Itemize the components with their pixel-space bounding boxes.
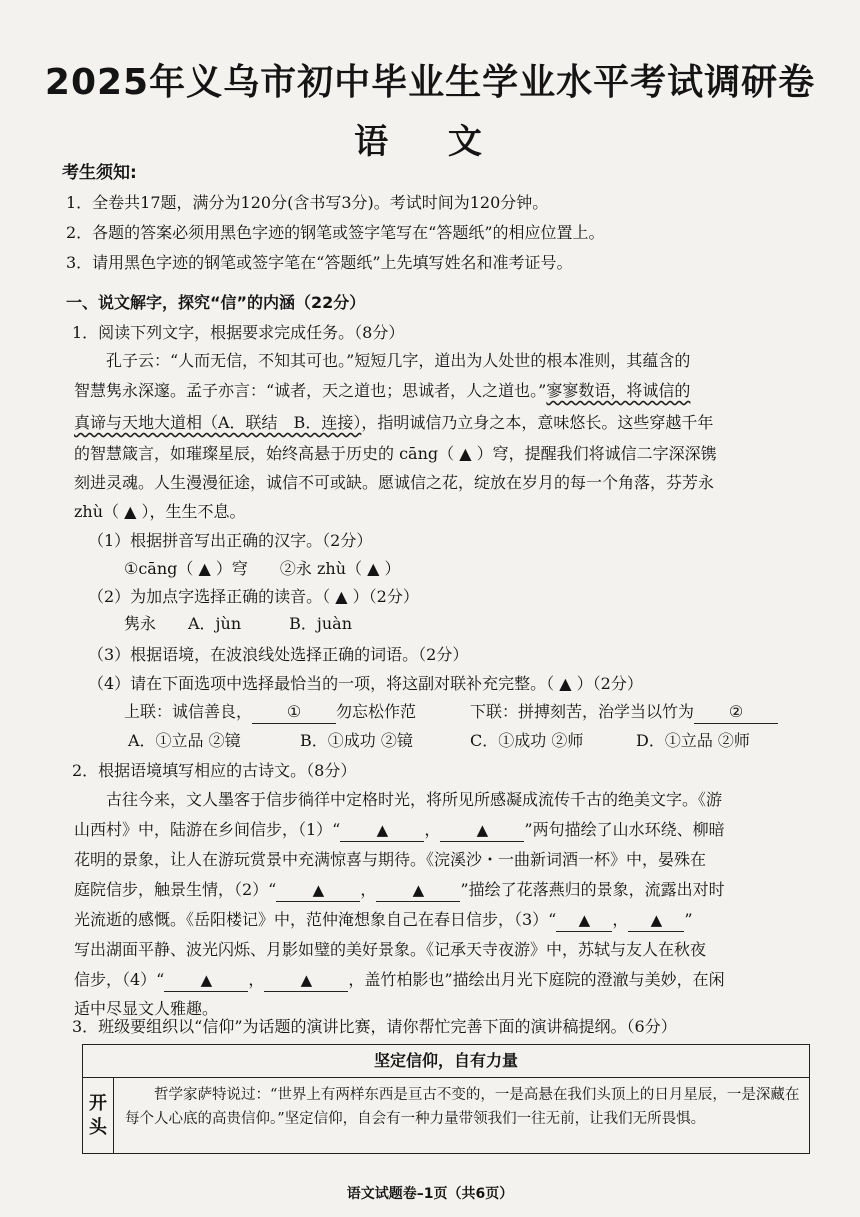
sub-question: （1）根据拼音写出正确的汉字。（2分） (88, 531, 373, 550)
punctuation: ， (612, 910, 629, 929)
punctuation: ， (360, 880, 377, 899)
option-a: A．①立品 ②镜 (128, 731, 241, 750)
passage-line: 写出湖面平静、波光闪烁、月影如璧的美好景象。《记承天寺夜游》中，苏轼与友人在秋夜 (74, 940, 707, 959)
answer-blank (556, 909, 612, 932)
passage-text: ，盖竹柏影也”描绘出月光下庭院的澄澈与美妙，在闲 (348, 970, 725, 989)
passage-text: ”两句描绘了山水环绕、柳暗 (524, 820, 725, 839)
triangle-mark: ▲ (650, 911, 663, 929)
speech-outline-table (82, 1044, 810, 1154)
passage-text: 山西村》中，陆游在乡间信步，（1）“ (74, 820, 341, 839)
sub-question: （2）为加点字选择正确的读音。（ ▲ ）（2分） (88, 587, 419, 606)
passage-line: 孔子云：“人而无信，不知其可也。”短短几字，道出为人处世的根本准则，其蕴含的 (106, 351, 691, 370)
answer-blank (340, 819, 424, 842)
passage-line (74, 819, 725, 842)
answer-blank (164, 969, 248, 992)
passage-line (74, 909, 693, 932)
wavy-text: 寥寥数语，将诚信的 (546, 381, 691, 400)
sub-question-item: ①cāng（ ▲ ）穹 ②永 zhù（ ▲ ） (124, 559, 401, 578)
outline-side-label (83, 1078, 114, 1153)
passage-text: ，指明诚信乃立身之本，意味悠长。这些穿越千年 (361, 413, 714, 432)
side-char: 头 (89, 1116, 107, 1138)
option-d: D．①立品 ②师 (636, 731, 750, 750)
triangle-mark: ▲ (376, 821, 389, 839)
triangle-mark: ▲ (578, 911, 591, 929)
passage-text: ” (684, 910, 693, 929)
passage-line (74, 879, 725, 902)
answer-blank (628, 909, 684, 932)
answer-blank (440, 819, 524, 842)
couplet-upper (124, 701, 416, 724)
couplet-text: 上联：诚信善良， (124, 702, 253, 721)
passage-line: 花明的景象，让人在游玩赏景中充满惊喜与期待。《浣溪沙・一曲新词酒一杯》中，晏殊在 (74, 850, 707, 869)
passage-line: 古往今来，文人墨客于信步徜徉中定格时光，将所见所感凝成流传千古的绝美文字。《游 (106, 790, 723, 809)
notice-item: 3．请用黑色字迹的钢笔或签字笔在“答题纸”上先填写姓名和准考证号。 (66, 253, 573, 272)
sub-question: （3）根据语境，在波浪线处选择正确的词语。（2分） (88, 645, 469, 664)
outline-title: 坚定信仰，自有力量 (83, 1045, 809, 1078)
couplet-text: 下联：拼搏刻苦，治学当以竹为 (470, 702, 695, 721)
notice-item: 2．各题的答案必须用黑色字迹的钢笔或签字笔写在“答题纸”的相应位置上。 (66, 223, 605, 242)
triangle-mark: ▲ (300, 971, 313, 989)
passage-line (74, 412, 713, 434)
question-prompt: 2．根据语境填写相应的古诗文。（8分） (72, 761, 357, 780)
answer-blank (264, 969, 348, 992)
couplet-lower (470, 701, 778, 724)
answer-blank (376, 879, 460, 902)
triangle-mark: ▲ (312, 881, 325, 899)
option-b: B．①成功 ②镜 (300, 731, 413, 750)
outline-opening-text: 哲学家萨特说过：“世界上有两样东西是亘古不变的，一是高悬在我们头顶上的日月星辰，一是深藏在每个人心底的高贵信仰。”坚定信仰，自会有一种力量带领我们一往无前，让我们无所畏惧。 (125, 1087, 800, 1127)
question-prompt: 1．阅读下列文字，根据要求完成任务。（8分） (72, 323, 405, 342)
question-prompt-q3: 3．班级要组织以“信仰”为话题的演讲比赛，请你帮忙完善下面的演讲稿提纲。（6分） (72, 1017, 677, 1036)
passage-text: 信步，（4）“ (74, 970, 165, 989)
passage-line: zhù（ ▲ ），生生不息。 (74, 502, 246, 521)
exam-title: 2025年义乌市初中毕业生学业水平考试调研卷 (44, 62, 816, 103)
punctuation: ， (424, 820, 441, 839)
passage-line: 的智慧箴言，如璀璨星辰，始终高悬于历史的 cāng（ ▲ ）穹，提醒我们将诚信二字深深镌 (74, 444, 717, 463)
passage-text: 智慧隽永深邃。孟子亦言：“诚者，天之道也；思诚者，人之道也。” (74, 381, 547, 400)
notice-item: 1．全卷共17题，满分为120分(含书写3分)。考试时间为120分钟。 (66, 193, 549, 212)
answer-blank (276, 879, 360, 902)
option-c: C．①成功 ②师 (470, 731, 584, 750)
triangle-mark: ▲ (200, 971, 213, 989)
punctuation: ， (248, 970, 265, 989)
passage-line: 适中尽显文人雅趣。 (74, 999, 219, 1018)
triangle-mark: ▲ (412, 881, 425, 899)
couplet-blank: ① (252, 701, 336, 724)
passage-line (74, 969, 725, 992)
notice-heading: 考生须知: (62, 163, 137, 183)
bleed-through-text (560, 158, 574, 178)
subject-title: 语 文 (354, 122, 506, 162)
side-char: 开 (89, 1092, 107, 1114)
couplet-text: 勿忘松作范 (336, 702, 417, 721)
passage-text: ”描绘了花落燕归的景象，流露出对时 (460, 880, 725, 899)
sub-question-item: 隽永 A．jùn B．juàn (124, 614, 352, 633)
passage-line: 刻进灵魂。人生漫漫征途，诚信不可或缺。愿诚信之花，绽放在岁月的每一个角落，芬芳永 (74, 473, 715, 492)
sub-question: （4）请在下面选项中选择最恰当的一项，将这副对联补充完整。（ ▲ ）（2分） (88, 674, 643, 693)
page-footer: 语文试题卷–1页（共6页） (346, 1186, 514, 1202)
passage-text: 光流逝的感慨。《岳阳楼记》中，范仲淹想象自己在春日信步，（3）“ (74, 910, 557, 929)
triangle-mark: ▲ (476, 821, 489, 839)
wavy-text: 真谛与天地大道相（A．联结 B．连接） (74, 413, 362, 432)
passage-line (74, 380, 690, 402)
passage-text: 庭院信步，触景生情，（2）“ (74, 880, 277, 899)
couplet-blank: ② (694, 701, 778, 724)
section-heading: 一、说文解字，探究“信”的内涵（22分） (66, 293, 366, 312)
